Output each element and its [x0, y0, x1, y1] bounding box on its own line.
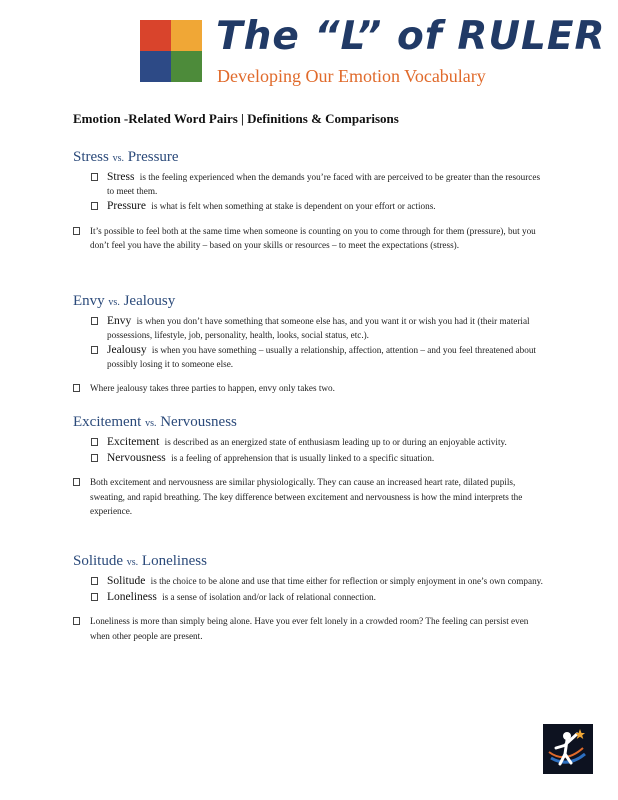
- definition-text: is when you have something – usually a relationship, affection, attention – and you feel threatened about possibly losing it to someone else.: [107, 345, 536, 369]
- note-text: Where jealousy takes three parties to happen, envy only takes two.: [90, 383, 335, 393]
- comparison-note: [73, 224, 543, 253]
- definition-term: Solitude: [107, 575, 146, 587]
- pair-title: [73, 293, 543, 310]
- reaching-figure-icon: [543, 724, 593, 774]
- logo-quadrant-red: [140, 20, 171, 51]
- definition-term: Nervousness: [107, 451, 166, 464]
- definition-text: is described as an energized state of enthusiasm leading up to or during an enjoyable activity.: [164, 437, 507, 447]
- definition-text: is what is felt when something at stake is dependent on your effort or actions.: [151, 201, 436, 211]
- definition-text: is the choice to be alone and use that time either for reflection or simply enjoyment in one’s own company.: [150, 576, 543, 586]
- bullet-icon: [73, 384, 80, 392]
- definition-item: [73, 171, 543, 198]
- section-envy-jealousy: [73, 293, 543, 396]
- vs-label: vs.: [112, 153, 124, 164]
- bullet-icon: [73, 617, 80, 625]
- definition-text: is when you don’t have something that someone else has, and you want it or wish you had it (their material possessions, lifestyle, job, personality, health, looks, social status, etc.).: [107, 316, 530, 340]
- note-text: It’s possible to feel both at the same time when someone is counting on you to come through for them (pressure), but you don’t feel you have the ability – based on your skills or resources – to meet the expectations (stress).: [90, 225, 536, 250]
- definition-item: [73, 436, 543, 450]
- comparison-note: [73, 381, 543, 396]
- definition-term: Jealousy: [107, 344, 147, 356]
- term-b: Loneliness: [141, 553, 207, 569]
- vs-label: vs.: [108, 297, 120, 308]
- term-a: Stress: [73, 149, 109, 165]
- term-a: Solitude: [73, 553, 124, 569]
- definition-item: [73, 200, 543, 214]
- bullet-icon: [91, 173, 98, 181]
- term-b: Nervousness: [160, 414, 237, 430]
- definition-item: [73, 344, 543, 371]
- bullet-icon: [91, 317, 98, 325]
- comparison-note: [73, 614, 543, 643]
- ruler-logo-mark: [140, 20, 202, 82]
- bullet-icon: [73, 478, 80, 486]
- definition-item: [73, 452, 543, 466]
- doc-heading: Emotion -Related Word Pairs | Definitions & Comparisons: [73, 111, 399, 126]
- term-b: Jealousy: [123, 293, 176, 309]
- bullet-icon: [91, 438, 98, 446]
- logo-quadrant-green: [171, 51, 202, 82]
- definition-text: is a feeling of apprehension that is usually linked to a specific situation.: [171, 452, 435, 463]
- footer-logo: [543, 724, 593, 774]
- definition-item: [73, 591, 543, 605]
- definition-text: is the feeling experienced when the demands you’re faced with are perceived to be greater than the resources to meet them.: [107, 172, 541, 196]
- term-a: Excitement: [73, 414, 142, 430]
- bullet-icon: [91, 346, 98, 354]
- logo-quadrant-blue: [140, 51, 171, 82]
- note-text: Loneliness is more than simply being alone. Have you ever felt lonely in a crowded room? The feeling can persist even when other people are present.: [90, 616, 529, 641]
- definition-term: Envy: [107, 315, 132, 327]
- definition-item: [73, 315, 543, 342]
- logo-quadrant-yellow: [171, 20, 202, 51]
- note-text: Both excitement and nervousness are similar physiologically. They can cause an increased heart rate, dilated pupils, sweating, and rapid breathing. The key difference between excitement and nervousness is how the mind interprets the experience.: [90, 477, 523, 516]
- main-title: The “L” of RULER: [216, 14, 606, 59]
- vs-label: vs.: [126, 557, 139, 568]
- comparison-note: [73, 475, 543, 519]
- section-excitement-nervousness: [73, 414, 543, 519]
- term-b: Pressure: [127, 149, 179, 165]
- vs-label: vs.: [145, 418, 157, 429]
- definition-text: is a sense of isolation and/or lack of relational connection.: [162, 591, 376, 602]
- subtitle: Developing Our Emotion Vocabulary: [217, 66, 486, 86]
- term-a: Envy: [73, 293, 105, 309]
- section-solitude-loneliness: [73, 553, 543, 643]
- bullet-icon: [91, 454, 98, 462]
- bullet-icon: [91, 593, 98, 601]
- pair-title: [73, 414, 543, 431]
- bullet-icon: [91, 577, 98, 585]
- definition-term: Excitement: [107, 436, 160, 448]
- definition-term: Pressure: [107, 200, 146, 212]
- definition-term: Loneliness: [107, 590, 157, 603]
- definition-term: Stress: [107, 171, 135, 183]
- pair-title: [73, 553, 543, 570]
- bullet-icon: [73, 227, 80, 235]
- section-stress-pressure: [73, 149, 543, 253]
- pair-title: [73, 149, 543, 166]
- definition-item: [73, 575, 543, 589]
- bullet-icon: [91, 202, 98, 210]
